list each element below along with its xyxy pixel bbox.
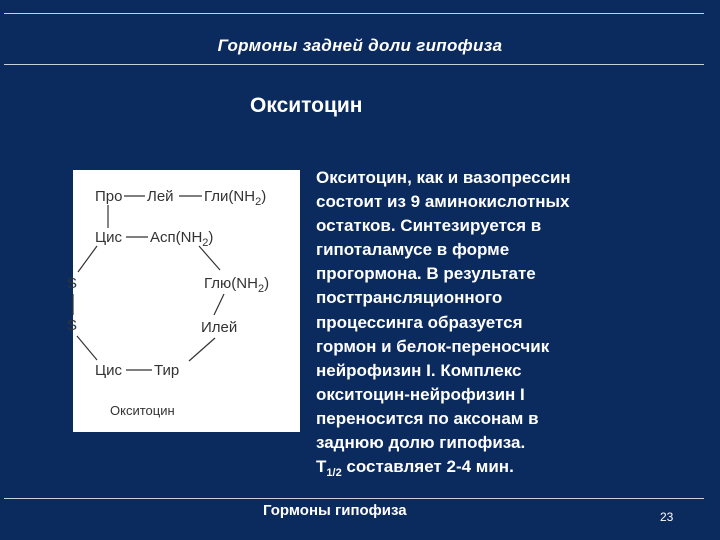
header-title: Гормоны задней доли гипофиза <box>217 36 503 55</box>
residue-gli: $Гли(NH_2)$ <box>204 188 267 208</box>
body-line: заднюю долю гипофиза. <box>316 433 526 453</box>
body-line: нейрофизин I. Комплекс <box>316 360 522 380</box>
diagram-caption: Окситоцин <box>110 403 175 418</box>
residue-s-2: S <box>67 317 78 334</box>
body-paragraph <box>316 166 716 485</box>
half-life-symbol: T <box>316 457 327 477</box>
residue-cys-2: Цис <box>95 362 122 379</box>
residue-ile: Илей <box>201 319 238 336</box>
residue-cys-1: Цис <box>95 229 122 246</box>
footer-rule <box>4 498 704 499</box>
body-line: процессинга образуется <box>316 312 523 332</box>
slide-heading: Окситоцин <box>250 94 363 117</box>
bond-s-cys <box>77 336 97 360</box>
residue-s-1: S <box>67 275 78 292</box>
body-line: прогормона. В результате <box>316 264 536 284</box>
body-line: окситоцин-нейрофизин I <box>316 384 525 404</box>
body-line: гормон и белок-переносчик <box>316 336 550 356</box>
bond-ile-tyr <box>189 338 215 361</box>
residue-pro: Про <box>95 188 123 205</box>
half-life-text: составляет 2-4 мин. <box>341 457 514 477</box>
half-life-line <box>316 455 716 485</box>
body-line: переносится по аксонам в <box>316 408 539 428</box>
bond-glu-ile <box>214 294 224 315</box>
half-life-subscript: 1/2 <box>326 467 342 480</box>
oxytocin-structure-diagram <box>67 170 300 432</box>
footer-title: Гормоны гипофиза <box>263 502 407 519</box>
header-bottom-rule <box>4 64 704 65</box>
bond-asp-glu <box>199 246 220 270</box>
residue-lei: Лей <box>147 188 174 205</box>
residue-glu: $Глю(NH_2)$ <box>204 275 270 295</box>
header-top-rule <box>4 13 704 14</box>
body-line: посттрансляционного <box>316 288 503 308</box>
body-line: Окситоцин, как и вазопрессин <box>316 168 571 187</box>
oxytocin-ring-svg <box>67 170 300 432</box>
residue-tyr: Тир <box>154 362 180 379</box>
body-line: состоит из 9 аминокислотных <box>316 192 570 212</box>
residue-asp: $Асп(NH_2)$ <box>150 229 214 249</box>
body-line: остатков. Синтезируется в <box>316 216 542 236</box>
bond-cys-s <box>78 246 97 272</box>
body-line: гипоталамусе в форме <box>316 240 510 260</box>
page-number: 23 <box>660 510 674 524</box>
